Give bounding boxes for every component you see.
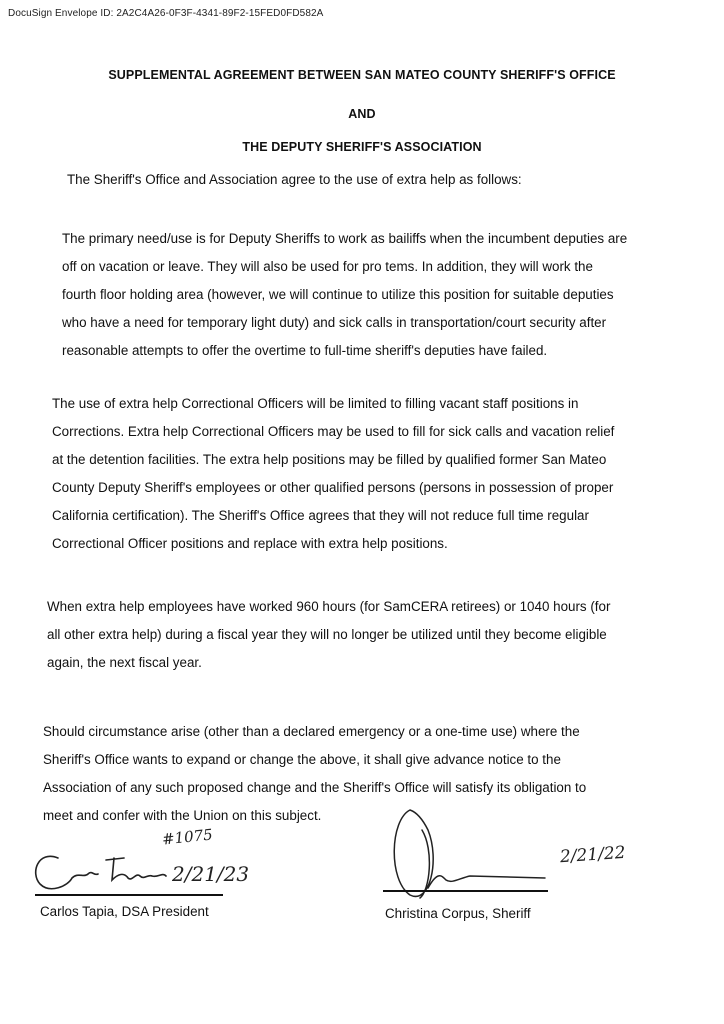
- signer-right-label: Christina Corpus, Sheriff: [385, 906, 531, 921]
- handwritten-date-right: 2/21/22: [559, 842, 627, 868]
- paragraph-line: all other extra help) during a fiscal year they will no longer be utilized until they become eligible: [47, 627, 607, 642]
- christina-corpus-signature: [370, 800, 550, 910]
- paragraph-correctional-officers: [52, 390, 614, 558]
- signature-line-right: [383, 890, 548, 892]
- heading-line-3: THE DEPUTY SHERIFF'S ASSOCIATION: [242, 140, 482, 154]
- signer-left-label: Carlos Tapia, DSA President: [40, 904, 209, 919]
- paragraph-line: Correctional Officer positions and replace with extra help positions.: [52, 536, 448, 551]
- envelope-id: DocuSign Envelope ID: 2A2C4A26-0F3F-4341-89F2-15FED0FD582A: [8, 8, 324, 19]
- paragraph-line: County Deputy Sheriff's employees or other qualified persons (persons in possession of proper: [52, 480, 614, 495]
- paragraph-line: reasonable attempts to offer the overtime to full-time sheriff's deputies have failed.: [62, 343, 548, 358]
- paragraph-line: The primary need/use is for Deputy Sheriffs to work as bailiffs when the incumbent deputies are: [62, 231, 628, 246]
- paragraph-line: again, the next fiscal year.: [47, 655, 202, 670]
- paragraph-line: Association of any such proposed change and the Sheriff's Office will satisfy its obligation to: [43, 780, 587, 795]
- paragraph-line: Should circumstance arise (other than a declared emergency or a one-time use) where the: [43, 724, 580, 739]
- paragraph-line: at the detention facilities. The extra help positions may be filled by qualified former San Mateo: [52, 452, 607, 467]
- heading-line-1: SUPPLEMENTAL AGREEMENT BETWEEN SAN MATEO COUNTY SHERIFF'S OFFICE: [108, 68, 616, 82]
- paragraph-line: who have a need for temporary light duty) and sick calls in transportation/court security after: [62, 315, 607, 330]
- paragraph-line: Sheriff's Office wants to expand or change the above, it shall give advance notice to the: [43, 752, 561, 767]
- paragraph-line: When extra help employees have worked 960 hours (for SamCERA retirees) or 1040 hours (for: [47, 599, 611, 614]
- paragraph-line: meet and confer with the Union on this subject.: [43, 808, 322, 823]
- signature-line-left: [35, 894, 223, 896]
- paragraph-primary-need: [62, 225, 627, 365]
- intro-text: The Sheriff's Office and Association agree to the use of extra help as follows:: [67, 172, 522, 187]
- paragraph-line: Corrections. Extra help Correctional Officers may be used to fill for sick calls and vacation relief: [52, 424, 615, 439]
- handwritten-date-left: 2/21/23: [172, 862, 250, 886]
- handwritten-badge-number: #1075: [161, 825, 214, 849]
- paragraph-hours-limit: [47, 593, 610, 677]
- paragraph-line: fourth floor holding area (however, we will continue to utilize this position for suitable deputies: [62, 287, 614, 302]
- paragraph-line: California certification). The Sheriff's Office agrees that they will not reduce full time regular: [52, 508, 589, 523]
- heading-line-2: AND: [348, 107, 376, 121]
- paragraph-line: off on vacation or leave. They will also be used for pro tems. In addition, they will work the: [62, 259, 593, 274]
- paragraph-line: The use of extra help Correctional Officers will be limited to filling vacant staff positions in: [52, 396, 579, 411]
